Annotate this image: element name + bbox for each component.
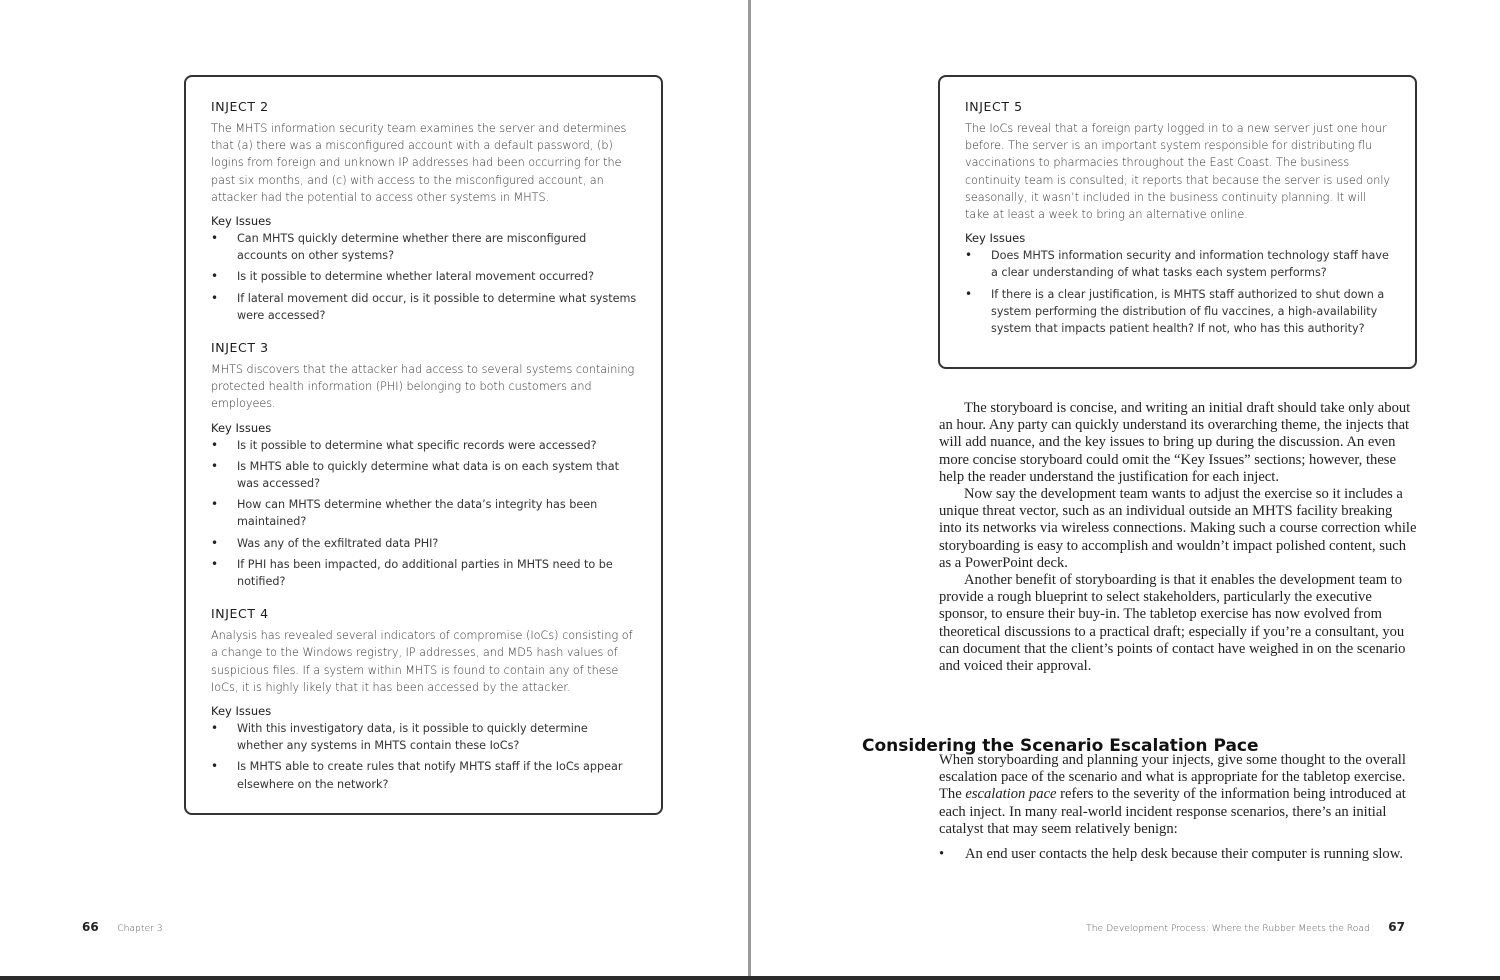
key-issue-item: • If PHI has been impacted, do additional parties in MHTS need to be notified? xyxy=(211,556,637,590)
running-head: The Development Process: Where the Rubber Meets the Road xyxy=(1086,923,1370,934)
inject-body: The MHTS information security team examines the server and determines that (a) there was a misconfigured account with a default password, (b) logins from foreign and unknown IP addresses had been occurring for the past six months, and (c) with access to the misconfigured account, an attacker had the potential to access other systems in MHTS. xyxy=(211,122,627,204)
key-issue-item: • Is MHTS able to quickly determine what data is on each system that was accessed? xyxy=(211,458,637,492)
paragraph-text: refers to the severity of the information being introduced at each inject. In many real-world incident response scenarios, there’s an initial catalyst that may seem relatively benign: xyxy=(939,786,1406,837)
key-issue-item: • How can MHTS determine whether the data’s integrity has been maintained? xyxy=(211,496,637,530)
footer-right xyxy=(1086,918,1405,936)
key-issue-item: • Is it possible to determine what specific records were accessed? xyxy=(211,437,637,454)
body-text xyxy=(939,400,1417,675)
key-issue-item: • Was any of the exfiltrated data PHI? xyxy=(211,535,637,552)
key-issues-label: Key Issues xyxy=(211,214,272,229)
key-issue-item: • If lateral movement did occur, is it possible to determine what systems were accessed? xyxy=(211,290,637,324)
inject-4 xyxy=(211,606,637,793)
inject-2 xyxy=(211,99,637,324)
key-issues-label: Key Issues xyxy=(211,704,272,719)
bullet-item: • An end user contacts the help desk because their computer is running slow. xyxy=(939,846,1417,863)
key-issues-label: Key Issues xyxy=(965,231,1026,246)
inject-title: INJECT 2 xyxy=(211,99,269,114)
bottom-edge xyxy=(0,976,1500,980)
key-issues-list xyxy=(211,437,637,591)
inject-body: MHTS discovers that the attacker had access to several systems containing protected health information (PHI) belonging to both customers and employees. xyxy=(211,363,635,411)
paragraph: Now say the development team wants to adjust the exercise so it includes a unique threat vector, such as an individual outside an MHTS facility breaking into its networks via wireless connections. Making such a course correction while storyboarding is easy to accomplish and wouldn’t impact polished content, such as a PowerPoint deck. xyxy=(939,486,1417,571)
key-issue-item: • Is it possible to determine whether lateral movement occurred? xyxy=(211,268,637,285)
paragraph xyxy=(939,752,1417,838)
page-number: 67 xyxy=(1388,920,1405,934)
key-issues-list xyxy=(211,720,637,793)
inject-3 xyxy=(211,340,637,590)
left-page xyxy=(0,0,748,980)
chapter-label: Chapter 3 xyxy=(117,923,163,934)
section-body-text xyxy=(939,752,1417,863)
inject-body: Analysis has revealed several indicators of compromise (IoCs) consisting of a change to the Windows registry, IP addresses, and MD5 hash values of suspicious files. If a system within MHTS is found to contain any of these IoCs, it is highly likely that it has been accessed by the attacker. xyxy=(211,629,633,694)
paragraph: Another benefit of storyboarding is that it enables the development team to provide a rough blueprint to select stakeholders, particularly the executive sponsor, to ensure their buy-in. The tabletop exercise has now evolved from theoretical discussions to a practical draft; especially if you’re a consultant, you can document that the client’s points of contact have weighed in on the scenario and voiced their approval. xyxy=(939,572,1406,675)
paragraph: The storyboard is concise, and writing an initial draft should take only about an hour. Any party can quickly understand its overarching theme, the injects that will add nuance, and the key issues to bring up during the discussion. An even more concise storyboard could omit the “Key Issues” sections; however, these help the reader understand the justification for each inject. xyxy=(939,400,1411,485)
section-heading: Considering the Scenario Escalation Pace xyxy=(862,736,1259,757)
key-issue-item: • With this investigatory data, is it possible to quickly determine whether any systems in MHTS contain these IoCs? xyxy=(211,720,637,754)
inject-title: INJECT 4 xyxy=(211,606,269,622)
key-issue-item: • Does MHTS information security and information technology staff have a clear understanding of what tasks each system performs? xyxy=(965,247,1391,281)
key-issues-list xyxy=(965,247,1391,337)
inject-5 xyxy=(965,99,1391,337)
key-issue-item: • Can MHTS quickly determine whether there are misconfigured accounts on other systems? xyxy=(211,230,637,264)
key-issues-list xyxy=(211,230,637,324)
inject-title: INJECT 3 xyxy=(211,340,269,356)
right-page xyxy=(751,0,1500,980)
key-issue-item: • If there is a clear justification, is MHTS staff authorized to shut down a system performing the distribution of flu vaccines, a high-availability system that impacts patient health? If not, who has this authority? xyxy=(965,286,1391,338)
footer-left xyxy=(82,918,163,936)
inject-body: The IoCs reveal that a foreign party logged in to a new server just one hour before. The server is an important system responsible for distributing flu vaccinations to pharmacies throughout the East Coast. The business continuity team is consulted; it reports that because the server is used only seasonally, it wasn’t included in the business continuity planning. It will take at least a week to bring an alternative online. xyxy=(965,122,1391,222)
bullet-list xyxy=(939,846,1417,863)
key-issues-label: Key Issues xyxy=(211,420,272,435)
sidebar-box-inject-5 xyxy=(938,75,1417,369)
sidebar-box-injects xyxy=(184,75,663,815)
emphasized-term: escalation pace xyxy=(965,786,1057,803)
key-issue-item: • Is MHTS able to create rules that notify MHTS staff if the IoCs appear elsewhere on the network? xyxy=(211,758,637,792)
inject-title: INJECT 5 xyxy=(965,99,1023,114)
page-number: 66 xyxy=(82,920,99,934)
paragraph-text: When storyboarding and planning your injects, give some thought to the overall escalation pace of the scenario and what is appropriate for the tabletop exercise. The xyxy=(939,752,1406,803)
